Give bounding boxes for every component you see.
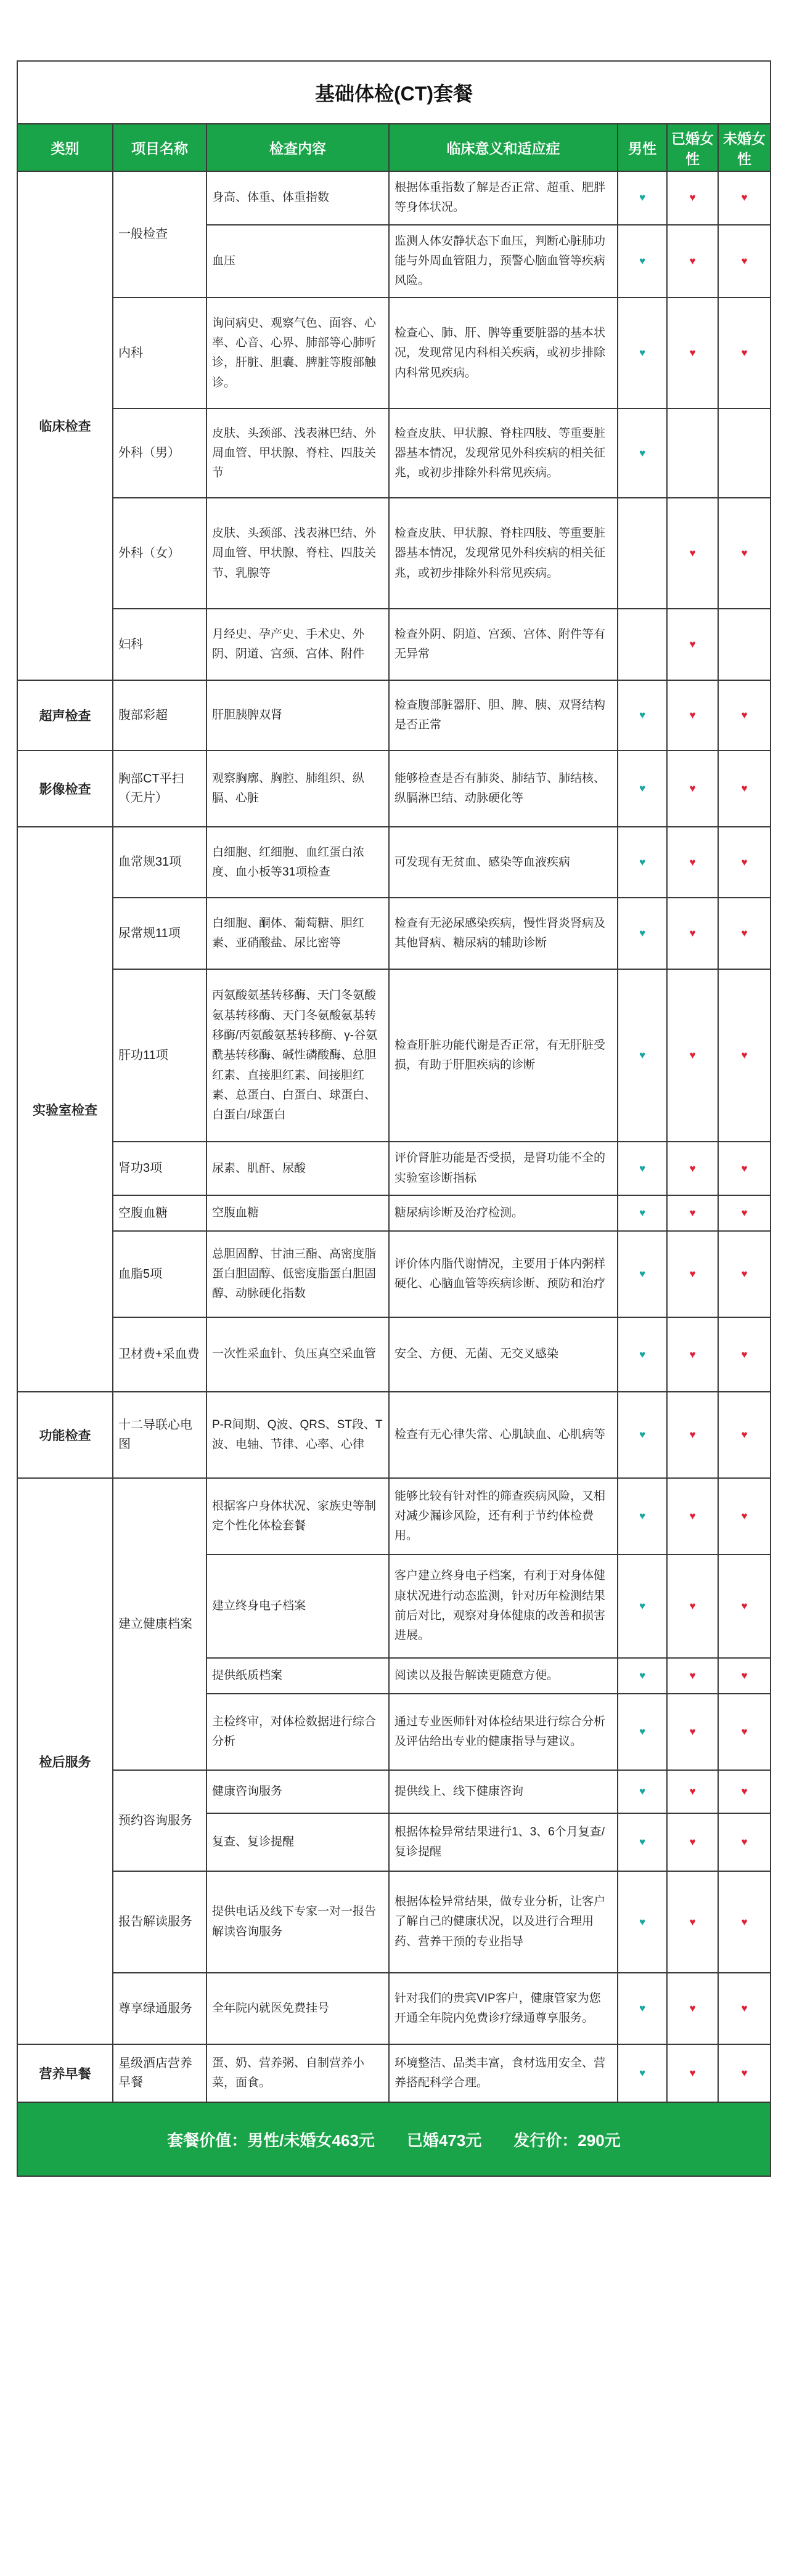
significance-cell: 可发现有无贫血、感染等血液疾病: [389, 827, 618, 898]
category-cell: 临床检查: [17, 171, 113, 680]
heart-icon: ♥: [689, 1348, 696, 1360]
item-name-cell: 空腹血糖: [113, 1195, 206, 1231]
unmarried-mark-cell: [718, 827, 771, 898]
significance-cell: 通过专业医师针对体检结果进行综合分析及评估给出专业的健康指导与建议。: [389, 1694, 618, 1770]
content-cell: 根据客户身体状况、家族史等制定个性化体检套餐: [206, 1478, 389, 1554]
significance-cell: 针对我们的贵宾VIP客户，健康管家为您开通全年院内免费诊疗绿通尊享服务。: [389, 1973, 618, 2044]
heart-icon: ♥: [639, 2067, 646, 2079]
table-row: [17, 498, 771, 609]
unmarried-mark-cell: [718, 1770, 771, 1813]
heart-icon: ♥: [689, 1207, 696, 1219]
table-row: [17, 898, 771, 969]
content-cell: 建立终身电子档案: [206, 1554, 389, 1658]
table-row: [17, 1317, 771, 1392]
heart-icon: ♥: [639, 1429, 646, 1441]
content-cell: 主检终审，对体检数据进行综合分析: [206, 1694, 389, 1770]
heart-icon: ♥: [689, 1162, 696, 1174]
heart-icon: ♥: [689, 1726, 696, 1738]
married-mark-cell: [667, 1871, 718, 1973]
unmarried-mark-cell: [718, 408, 771, 498]
heart-icon: ♥: [689, 856, 696, 868]
heart-icon: ♥: [741, 927, 748, 940]
table-row: [17, 171, 771, 225]
table-row: [17, 1231, 771, 1317]
heart-icon: ♥: [741, 1348, 748, 1360]
item-name-cell: 腹部彩超: [113, 680, 206, 750]
male-mark-cell: [618, 1554, 667, 1658]
unmarried-mark-cell: [718, 1392, 771, 1478]
significance-cell: 根据体检异常结果，做专业分析，让客户了解自己的健康状况，以及进行合理用药、营养干预的专业指导: [389, 1871, 618, 1973]
heart-icon: ♥: [639, 1348, 646, 1360]
item-name-cell: 肝功11项: [113, 969, 206, 1142]
category-cell: 功能检查: [17, 1392, 113, 1478]
married-mark-cell: [667, 1231, 718, 1317]
table-row: [17, 298, 771, 408]
heart-icon: ♥: [639, 1207, 646, 1219]
unmarried-mark-cell: [718, 750, 771, 827]
table-row: [17, 1142, 771, 1195]
significance-cell: 客户建立终身电子档案，有利于对身体健康状况进行动态监测，针对历年检测结果前后对比，观察对身体健康的改善和损害进展。: [389, 1554, 618, 1658]
unmarried-mark-cell: [718, 1317, 771, 1392]
heart-icon: ♥: [639, 1916, 646, 1928]
item-name-cell: 预约咨询服务: [113, 1770, 206, 1871]
table-row: [17, 609, 771, 680]
heart-icon: ♥: [639, 1268, 646, 1280]
unmarried-mark-cell: [718, 1231, 771, 1317]
header-unmarried-female: 未婚女性: [718, 124, 771, 171]
significance-cell: 提供线上、线下健康咨询: [389, 1770, 618, 1813]
male-mark-cell: [618, 609, 667, 680]
content-cell: 皮肤、头颈部、浅表淋巴结、外周血管、甲状腺、脊柱、四肢关节、乳腺等: [206, 498, 389, 609]
heart-icon: ♥: [689, 1510, 696, 1522]
married-price: 已婚473元: [406, 2131, 482, 2150]
table-row: [17, 1770, 771, 1813]
content-cell: 肝胆胰脾双肾: [206, 680, 389, 750]
married-mark-cell: [667, 298, 718, 408]
heart-icon: ♥: [689, 547, 696, 559]
significance-cell: 检查外阴、阴道、宫颈、宫体、附件等有无异常: [389, 609, 618, 680]
male-mark-cell: [618, 225, 667, 298]
item-name-cell: 肾功3项: [113, 1142, 206, 1195]
male-mark-cell: [618, 969, 667, 1142]
unmarried-mark-cell: [718, 1195, 771, 1231]
unmarried-mark-cell: [718, 225, 771, 298]
married-mark-cell: [667, 1142, 718, 1195]
heart-icon: ♥: [741, 1670, 748, 1682]
male-mark-cell: [618, 1813, 667, 1871]
table-row: [17, 1195, 771, 1231]
heart-icon: ♥: [639, 782, 646, 795]
unmarried-mark-cell: [718, 1871, 771, 1973]
content-cell: 一次性采血针、负压真空采血管: [206, 1317, 389, 1392]
unmarried-mark-cell: [718, 1694, 771, 1770]
significance-cell: 检查皮肤、甲状腺、脊柱四肢、等重要脏器基本情况，发现常见外科疾病的相关征兆，或初步排除外科常见疾病。: [389, 498, 618, 609]
married-mark-cell: [667, 898, 718, 969]
content-cell: 总胆固醇、甘油三酯、高密度脂蛋白胆固醇、低密度脂蛋白胆固醇、动脉硬化指数: [206, 1231, 389, 1317]
unmarried-mark-cell: [718, 898, 771, 969]
significance-cell: 检查肝脏功能代谢是否正常，有无肝脏受损，有助于肝胆疾病的诊断: [389, 969, 618, 1142]
table-row: [17, 680, 771, 750]
heart-icon: ♥: [741, 1429, 748, 1441]
male-mark-cell: [618, 1392, 667, 1478]
heart-icon: ♥: [689, 1600, 696, 1612]
male-mark-cell: [618, 680, 667, 750]
item-name-cell: 外科（女）: [113, 498, 206, 609]
male-mark-cell: [618, 1478, 667, 1554]
item-name-cell: 血常规31项: [113, 827, 206, 898]
heart-icon: ♥: [639, 347, 646, 359]
heart-icon: ♥: [639, 927, 646, 940]
unmarried-mark-cell: [718, 609, 771, 680]
item-name-cell: 建立健康档案: [113, 1478, 206, 1770]
table-row: [17, 408, 771, 498]
unmarried-mark-cell: [718, 498, 771, 609]
content-cell: 提供电话及线下专家一对一报告解读咨询服务: [206, 1871, 389, 1973]
significance-cell: 阅读以及报告解读更随意方便。: [389, 1658, 618, 1694]
unmarried-mark-cell: [718, 2044, 771, 2102]
unmarried-mark-cell: [718, 1554, 771, 1658]
package-table-body: [17, 171, 771, 2102]
heart-icon: ♥: [639, 2002, 646, 2015]
item-name-cell: 尿常规11项: [113, 898, 206, 969]
male-mark-cell: [618, 498, 667, 609]
heart-icon: ♥: [639, 255, 646, 267]
heart-icon: ♥: [689, 1786, 696, 1798]
heart-icon: ♥: [639, 1836, 646, 1848]
header-content: 检查内容: [206, 124, 389, 171]
heart-icon: ♥: [741, 1207, 748, 1219]
item-name-cell: 尊享绿通服务: [113, 1973, 206, 2044]
male-mark-cell: [618, 1195, 667, 1231]
item-name-cell: 一般检查: [113, 171, 206, 298]
price-footer: [17, 2102, 771, 2176]
male-mark-cell: [618, 171, 667, 225]
heart-icon: ♥: [639, 1600, 646, 1612]
unmarried-mark-cell: [718, 680, 771, 750]
male-mark-cell: [618, 1142, 667, 1195]
heart-icon: ♥: [689, 709, 696, 721]
unmarried-mark-cell: [718, 1142, 771, 1195]
heart-icon: ♥: [639, 1049, 646, 1062]
male-mark-cell: [618, 898, 667, 969]
content-cell: 询问病史、观察气色、面容、心率、心音、心界、肺部等心肺听诊，肝脏、胆囊、脾脏等腹部触诊。: [206, 298, 389, 408]
sale-price: 发行价：290元: [513, 2131, 621, 2150]
married-mark-cell: [667, 1694, 718, 1770]
unmarried-mark-cell: [718, 1658, 771, 1694]
married-mark-cell: [667, 1973, 718, 2044]
table-row: [17, 2044, 771, 2102]
heart-icon: ♥: [741, 1162, 748, 1174]
married-mark-cell: [667, 2044, 718, 2102]
content-cell: 健康咨询服务: [206, 1770, 389, 1813]
header-item: 项目名称: [113, 124, 206, 171]
content-cell: 全年院内就医免费挂号: [206, 1973, 389, 2044]
page-title: 基础体检(CT)套餐: [17, 61, 771, 124]
item-name-cell: 胸部CT平扫（无片）: [113, 750, 206, 827]
unmarried-mark-cell: [718, 1973, 771, 2044]
married-mark-cell: [667, 408, 718, 498]
package-table-container: [17, 60, 770, 2177]
male-mark-cell: [618, 1770, 667, 1813]
married-mark-cell: [667, 1478, 718, 1554]
content-cell: 身高、体重、体重指数: [206, 171, 389, 225]
heart-icon: ♥: [689, 2067, 696, 2079]
category-cell: 检后服务: [17, 1478, 113, 2044]
male-mark-cell: [618, 1871, 667, 1973]
heart-icon: ♥: [689, 255, 696, 267]
married-mark-cell: [667, 680, 718, 750]
married-mark-cell: [667, 1813, 718, 1871]
male-mark-cell: [618, 298, 667, 408]
heart-icon: ♥: [639, 192, 646, 204]
content-cell: 白细胞、酮体、葡萄糖、胆红素、亚硝酸盐、尿比密等: [206, 898, 389, 969]
category-cell: 营养早餐: [17, 2044, 113, 2102]
table-row: [17, 1478, 771, 1554]
married-mark-cell: [667, 1770, 718, 1813]
item-name-cell: 妇科: [113, 609, 206, 680]
item-name-cell: 血脂5项: [113, 1231, 206, 1317]
married-mark-cell: [667, 750, 718, 827]
significance-cell: 检查腹部脏器肝、胆、脾、胰、双肾结构是否正常: [389, 680, 618, 750]
heart-icon: ♥: [689, 192, 696, 204]
heart-icon: ♥: [689, 1429, 696, 1441]
unmarried-mark-cell: [718, 1478, 771, 1554]
heart-icon: ♥: [639, 1786, 646, 1798]
significance-cell: 根据体检异常结果进行1、3、6个月复查/复诊提醒: [389, 1813, 618, 1871]
male-mark-cell: [618, 1973, 667, 2044]
content-cell: 血压: [206, 225, 389, 298]
header-significance: 临床意义和适应症: [389, 124, 618, 171]
heart-icon: ♥: [689, 1268, 696, 1280]
content-cell: 提供纸质档案: [206, 1658, 389, 1694]
unmarried-mark-cell: [718, 171, 771, 225]
heart-icon: ♥: [689, 638, 696, 651]
significance-cell: 评价肾脏功能是否受损，是肾功能不全的实验室诊断指标: [389, 1142, 618, 1195]
male-mark-cell: [618, 1231, 667, 1317]
male-mark-cell: [618, 827, 667, 898]
content-cell: 空腹血糖: [206, 1195, 389, 1231]
content-cell: P-R间期、Q波、QRS、ST段、T波、电轴、节律、心率、心律: [206, 1392, 389, 1478]
heart-icon: ♥: [689, 1916, 696, 1928]
heart-icon: ♥: [741, 347, 748, 359]
item-name-cell: 外科（男）: [113, 408, 206, 498]
male-mark-cell: [618, 1658, 667, 1694]
table-row: [17, 750, 771, 827]
male-mark-cell: [618, 2044, 667, 2102]
heart-icon: ♥: [689, 1049, 696, 1062]
heart-icon: ♥: [741, 1836, 748, 1848]
header-married-female: 已婚女性: [667, 124, 718, 171]
heart-icon: ♥: [741, 1786, 748, 1798]
heart-icon: ♥: [639, 1162, 646, 1174]
married-mark-cell: [667, 609, 718, 680]
married-mark-cell: [667, 498, 718, 609]
heart-icon: ♥: [639, 447, 646, 459]
heart-icon: ♥: [741, 1049, 748, 1062]
married-mark-cell: [667, 225, 718, 298]
content-cell: 白细胞、红细胞、血红蛋白浓度、血小板等31项检查: [206, 827, 389, 898]
heart-icon: ♥: [741, 1268, 748, 1280]
significance-cell: 监测人体安静状态下血压，判断心脏肺功能与外周血管阻力，预警心脑血管等疾病风险。: [389, 225, 618, 298]
header-male: 男性: [618, 124, 667, 171]
content-cell: 观察胸廓、胸腔、肺组织、纵膈、心脏: [206, 750, 389, 827]
heart-icon: ♥: [689, 2002, 696, 2015]
male-mark-cell: [618, 408, 667, 498]
male-mark-cell: [618, 1694, 667, 1770]
male-mark-cell: [618, 750, 667, 827]
significance-cell: 安全、方便、无菌、无交叉感染: [389, 1317, 618, 1392]
item-name-cell: 内科: [113, 298, 206, 408]
married-mark-cell: [667, 827, 718, 898]
married-mark-cell: [667, 1317, 718, 1392]
heart-icon: ♥: [689, 347, 696, 359]
category-cell: 实验室检查: [17, 827, 113, 1392]
category-cell: 影像检查: [17, 750, 113, 827]
heart-icon: ♥: [741, 192, 748, 204]
content-cell: 皮肤、头颈部、浅表淋巴结、外周血管、甲状腺、脊柱、四肢关节: [206, 408, 389, 498]
item-name-cell: 星级酒店营养早餐: [113, 2044, 206, 2102]
heart-icon: ♥: [741, 2002, 748, 2015]
heart-icon: ♥: [741, 255, 748, 267]
significance-cell: 检查皮肤、甲状腺、脊柱四肢、等重要脏器基本情况，发现常见外科疾病的相关征兆，或初步排除外科常见疾病。: [389, 408, 618, 498]
unmarried-mark-cell: [718, 1813, 771, 1871]
significance-cell: 检查心、肺、肝、脾等重要脏器的基本状况，发现常见内科相关疾病，或初步排除内科常见疾病。: [389, 298, 618, 408]
significance-cell: 能够检查是否有肺炎、肺结节、肺结核、纵膈淋巴结、动脉硬化等: [389, 750, 618, 827]
heart-icon: ♥: [741, 709, 748, 721]
married-mark-cell: [667, 171, 718, 225]
heart-icon: ♥: [741, 2067, 748, 2079]
item-name-cell: 十二导联心电图: [113, 1392, 206, 1478]
significance-cell: 环境整洁、品类丰富，食材选用安全、营养搭配科学合理。: [389, 2044, 618, 2102]
significance-cell: 检查有无泌尿感染疾病，慢性肾炎肾病及其他肾病、糖尿病的辅助诊断: [389, 898, 618, 969]
unmarried-mark-cell: [718, 969, 771, 1142]
table-row: [17, 1392, 771, 1478]
item-name-cell: 卫材费+采血费: [113, 1317, 206, 1392]
heart-icon: ♥: [741, 782, 748, 795]
table-row: [17, 969, 771, 1142]
header-category: 类别: [17, 124, 113, 171]
table-row: [17, 1871, 771, 1973]
significance-cell: 糖尿病诊断及治疗检测。: [389, 1195, 618, 1231]
unmarried-mark-cell: [718, 298, 771, 408]
heart-icon: ♥: [741, 1510, 748, 1522]
heart-icon: ♥: [689, 782, 696, 795]
heart-icon: ♥: [689, 927, 696, 940]
content-cell: 复查、复诊提醒: [206, 1813, 389, 1871]
content-cell: 尿素、肌酐、尿酸: [206, 1142, 389, 1195]
heart-icon: ♥: [689, 1836, 696, 1848]
heart-icon: ♥: [639, 1670, 646, 1682]
married-mark-cell: [667, 1658, 718, 1694]
table-row: [17, 1973, 771, 2044]
heart-icon: ♥: [639, 709, 646, 721]
significance-cell: 评价体内脂代谢情况，主要用于体内粥样硬化、心脑血管等疾病诊断、预防和治疗: [389, 1231, 618, 1317]
category-cell: 超声检查: [17, 680, 113, 750]
heart-icon: ♥: [639, 1510, 646, 1522]
package-table: [17, 60, 771, 2177]
heart-icon: ♥: [741, 856, 748, 868]
table-row: [17, 827, 771, 898]
heart-icon: ♥: [741, 1916, 748, 1928]
married-mark-cell: [667, 969, 718, 1142]
heart-icon: ♥: [741, 1600, 748, 1612]
heart-icon: ♥: [741, 1726, 748, 1738]
content-cell: 丙氨酸氨基转移酶、天门冬氨酸氨基转移酶、天门冬氨酸氨基转移酶/丙氨酸氨基转移酶、γ-谷氨酰基转移酶、碱性磷酸酶、总胆红素、直接胆红素、间接胆红素、总蛋白、白蛋白、球蛋白、白蛋白/球蛋白: [206, 969, 389, 1142]
heart-icon: ♥: [639, 856, 646, 868]
married-mark-cell: [667, 1195, 718, 1231]
significance-cell: 能够比较有针对性的筛查疾病风险，又相对减少漏诊风险，还有利于节约体检费用。: [389, 1478, 618, 1554]
married-mark-cell: [667, 1554, 718, 1658]
heart-icon: ♥: [689, 1670, 696, 1682]
heart-icon: ♥: [639, 1726, 646, 1738]
content-cell: 蛋、奶、营养粥、自制营养小菜，面食。: [206, 2044, 389, 2102]
package-value: 套餐价值：男性/未婚女463元: [167, 2131, 375, 2150]
heart-icon: ♥: [741, 547, 748, 559]
item-name-cell: 报告解读服务: [113, 1871, 206, 1973]
significance-cell: 检查有无心律失常、心肌缺血、心肌病等: [389, 1392, 618, 1478]
male-mark-cell: [618, 1317, 667, 1392]
content-cell: 月经史、孕产史、手术史、外阴、阴道、宫颈、宫体、附件: [206, 609, 389, 680]
significance-cell: 根据体重指数了解是否正常、超重、肥胖等身体状况。: [389, 171, 618, 225]
married-mark-cell: [667, 1392, 718, 1478]
